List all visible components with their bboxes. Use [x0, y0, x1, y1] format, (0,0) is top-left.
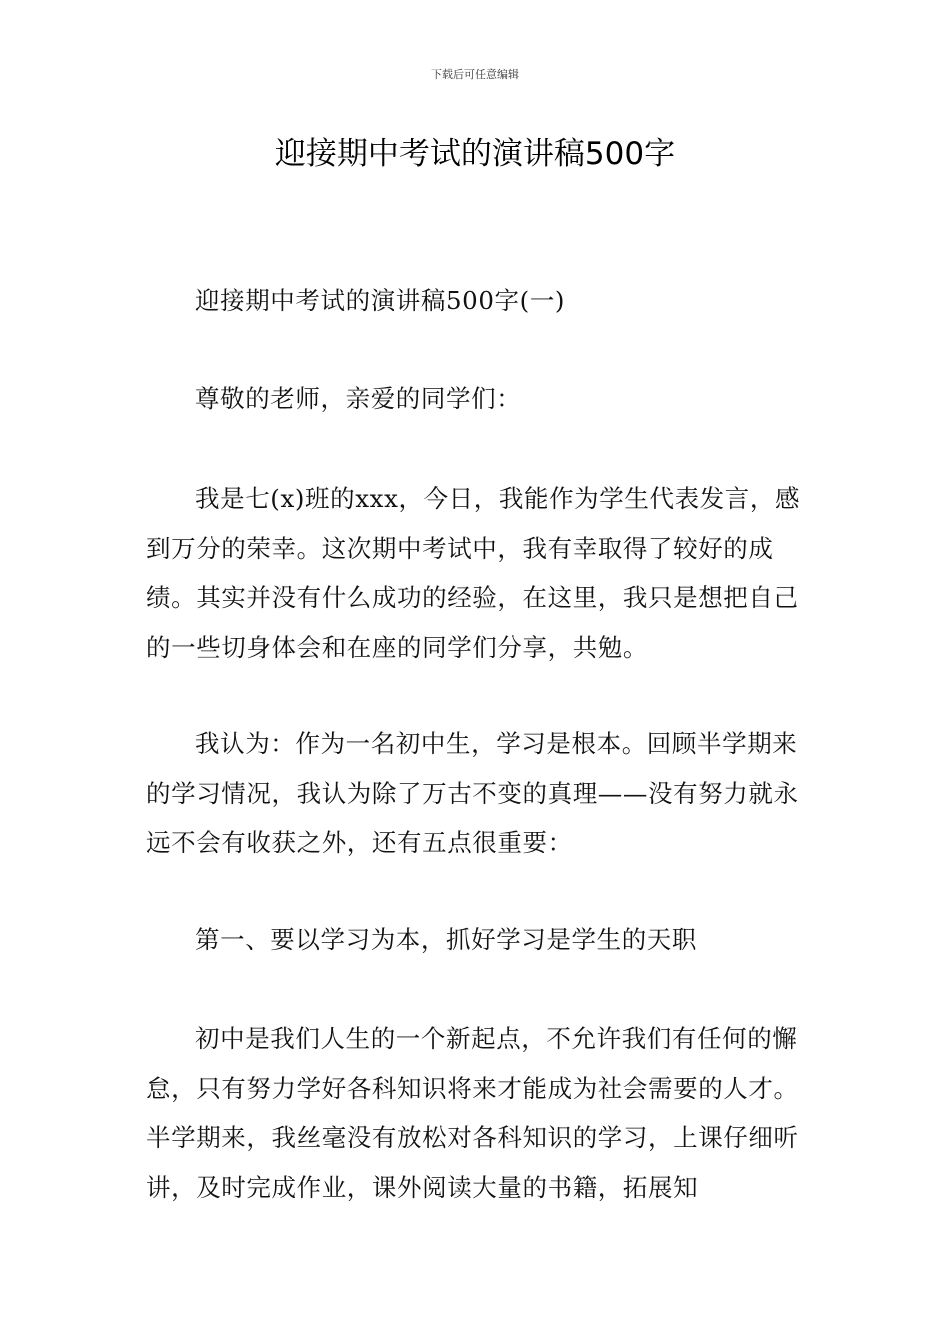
intro-paragraph: 我是七(x)班的xxx，今日，我能作为学生代表发言，感到万分的荣幸。这次期中考试中，我有幸取得了较好的成绩。其实并没有什么成功的经验，在这里，我只是想把自己的一些切身体会和在座的同学们分享，共勉。: [146, 484, 801, 662]
section-subtitle: 迎接期中考试的演讲稿500字(一): [195, 286, 566, 315]
opinion-paragraph: 我认为：作为一名初中生，学习是根本。回顾半学期来的学习情况，我认为除了万古不变的真理——没有努力就永远不会有收获之外，还有五点很重要：: [146, 729, 799, 857]
point-one-paragraph: 初中是我们人生的一个新起点，不允许我们有任何的懈怠，只有努力学好各科知识将来才能成为社会需要的人才。半学期来，我丝毫没有放松对各科知识的学习，上课仔细听讲，及时完成作业，课外阅读大量的书籍，拓展知: [146, 1024, 799, 1202]
greeting-paragraph: 尊敬的老师，亲爱的同学们：: [195, 384, 522, 413]
point-one-heading: 第一、要以学习为本，抓好学习是学生的天职: [195, 925, 697, 954]
header-note: 下载后可任意编辑: [431, 68, 519, 81]
document-title: 迎接期中考试的演讲稿500字: [274, 136, 676, 172]
